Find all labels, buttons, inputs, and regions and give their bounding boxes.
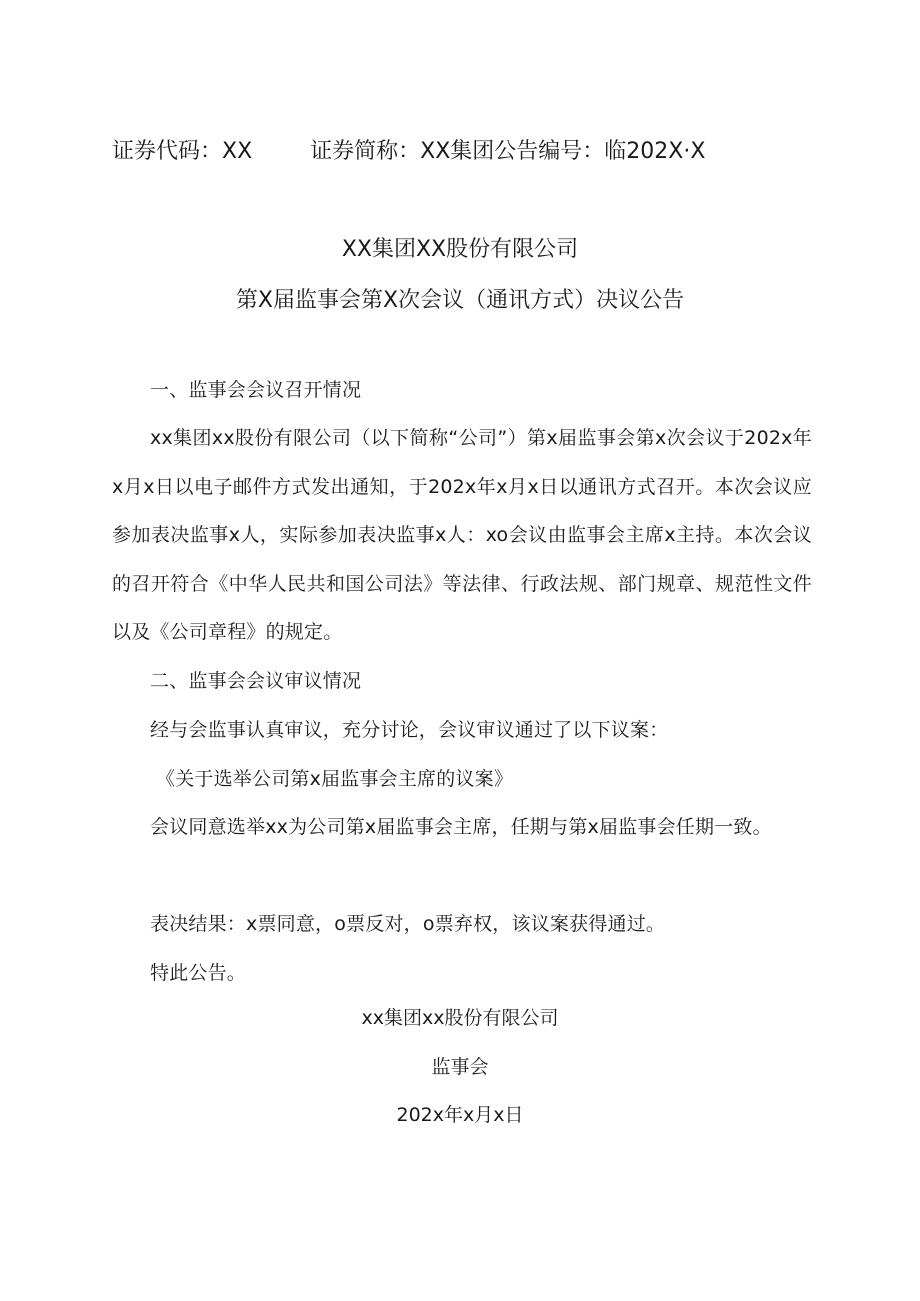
closing-notice: 特此公告。 xyxy=(150,962,247,984)
document-title-meeting: 第X届监事会第X次会议（通讯方式）决议公告 xyxy=(235,288,685,313)
motion-detail: 会议同意选举xx为公司第x届监事会主席，任期与第x届监事会任期一致。 xyxy=(150,816,772,838)
document-title-company: XX集团XX股份有限公司 xyxy=(341,237,579,262)
section1-heading: 一、监事会会议召开情况 xyxy=(150,379,362,401)
signature-date: 202x年x月x日 xyxy=(396,1104,524,1126)
security-code: 证券代码：XX xyxy=(112,139,253,164)
section2-intro: 经与会监事认真审议，充分讨论，会议审议通过了以下议案： xyxy=(150,719,669,741)
section2-heading: 二、监事会会议审议情况 xyxy=(150,670,362,692)
vote-result: 表决结果：x票同意，o票反对，o票弃权，该议案获得通过。 xyxy=(150,913,666,935)
signature-company: xx集团xx股份有限公司 xyxy=(361,1007,559,1029)
announcement-header xyxy=(112,134,705,165)
signature-board: 监事会 xyxy=(431,1056,489,1078)
motion-title: 《关于选举公司第x届监事会主席的议案》 xyxy=(156,768,514,790)
section1-paragraph: xx集团xx股份有限公司（以下简称“公司”）第x届监事会第x次会议于202x年x月x日以电子邮件方式发出通知，于202x年x月x日以通讯方式召开。本次会议应参加表决监事x人，实际参加表决监事x人：xo会议由监事会主席x主持。本次会议的召开符合《中华人民共和国公司法》等法律、行政法规、部门规章、规范性文件以及《公司章程》的规定。 xyxy=(112,427,812,643)
security-abbreviation-and-number: 证券简称：XX集团公告编号：临202X·X xyxy=(310,139,706,164)
